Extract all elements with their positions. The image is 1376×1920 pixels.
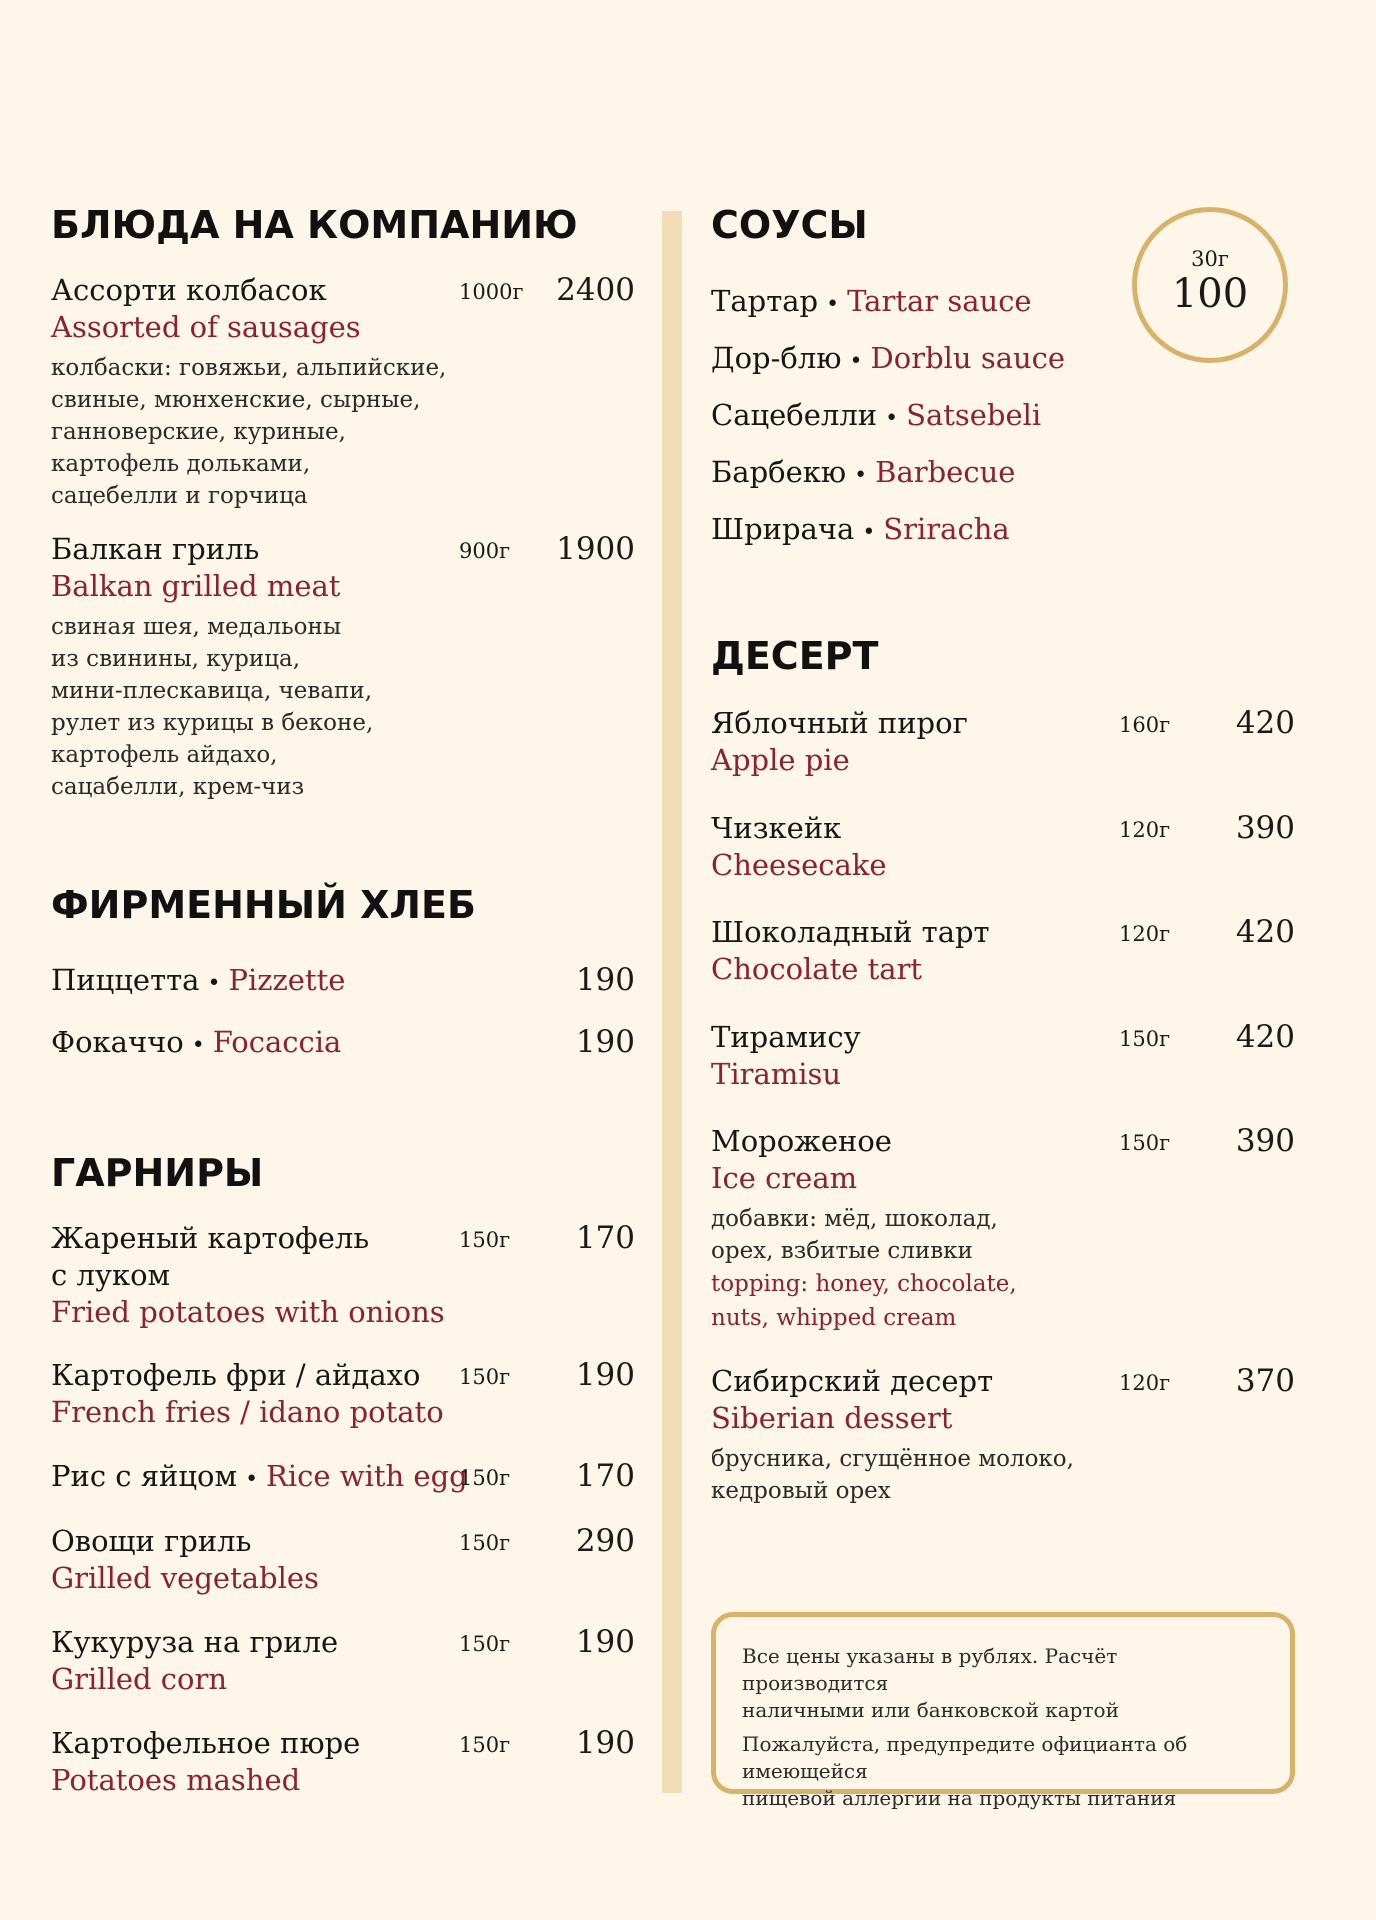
item-description-en	[711, 1267, 1295, 1335]
sauce-item-tartar	[711, 283, 1032, 323]
item-price: 190	[575, 1725, 635, 1761]
item-price: 1900	[556, 531, 635, 567]
item-name-en: Balkan grilled meat	[51, 569, 341, 603]
description-line: topping: honey, chocolate,	[711, 1271, 1017, 1297]
item-description	[711, 1203, 1295, 1267]
menu-item-grilled-corn	[51, 1624, 635, 1698]
item-weight: 150г	[459, 1228, 511, 1252]
separator-dot: •	[885, 406, 899, 431]
item-price: 170	[575, 1458, 635, 1494]
item-name-en: Potatoes mashed	[51, 1763, 301, 1797]
item-name-ru: Шрирача	[711, 512, 855, 546]
item-name-ru: Тирамису	[711, 1020, 861, 1054]
item-name-en: Cheesecake	[711, 848, 887, 882]
sauce-item-sriracha	[711, 511, 1010, 551]
item-name-en: Assorted of sausages	[51, 310, 361, 344]
menu-item-balkan-grill	[51, 531, 635, 803]
item-name-en: Fried potatoes with onions	[51, 1295, 445, 1329]
item-weight: 150г	[459, 1466, 511, 1490]
item-price: 290	[575, 1523, 635, 1559]
item-weight: 120г	[1119, 922, 1171, 946]
item-weight: 160г	[1119, 713, 1171, 737]
section-title-dessert: ДЕСЕРТ	[711, 634, 879, 678]
item-name-ru: Балкан гриль	[51, 532, 260, 566]
description-line: рулет из курицы в беконе,	[51, 710, 374, 736]
item-description	[51, 352, 635, 512]
item-weight: 120г	[1119, 1371, 1171, 1395]
item-name-en: Ice cream	[711, 1161, 858, 1195]
item-name-ru: Шоколадный тарт	[711, 915, 990, 949]
item-weight: 150г	[459, 1733, 511, 1757]
separator-dot: •	[862, 520, 876, 545]
item-name-en: Sriracha	[883, 512, 1010, 546]
item-price: 420	[1235, 705, 1295, 741]
item-name-en: Rice with egg	[266, 1459, 468, 1493]
item-name-en: Apple pie	[711, 743, 850, 777]
notice-line: пищевой аллергии на продукты питания	[742, 1786, 1177, 1810]
menu-item-rice-egg	[51, 1458, 635, 1495]
description-line: колбаски: говяжьи, альпийские,	[51, 355, 447, 381]
item-name-en: Siberian dessert	[711, 1401, 953, 1435]
item-name-ru: Мороженое	[711, 1124, 892, 1158]
badge-weight: 30г	[1191, 247, 1229, 271]
item-price: 190	[575, 1024, 635, 1060]
item-name-en: Pizzette	[228, 963, 346, 997]
description-line: брусника, сгущённое молоко,	[711, 1446, 1074, 1472]
menu-item-cheesecake	[711, 810, 1295, 884]
item-name-ru: Тартар	[711, 284, 819, 318]
item-name-ru: Пиццетта	[51, 963, 200, 997]
menu-item-tiramisu	[711, 1019, 1295, 1093]
item-price: 390	[1235, 1123, 1295, 1159]
menu-item-siberian-dessert	[711, 1363, 1295, 1507]
description-line: картофель дольками,	[51, 451, 311, 477]
separator-dot: •	[245, 1467, 259, 1492]
menu-item-french-fries	[51, 1357, 635, 1431]
item-name-en: Grilled vegetables	[51, 1561, 319, 1595]
description-line: сацебелли и горчица	[51, 483, 308, 509]
sauce-item-dorblu	[711, 340, 1065, 380]
item-name-en: Barbecue	[875, 455, 1016, 489]
sauce-item-barbecue	[711, 454, 1015, 494]
separator-dot: •	[207, 971, 221, 996]
item-name-ru: Барбекю	[711, 455, 847, 489]
menu-item-pizzette	[51, 962, 635, 999]
item-name-ru: Овощи гриль	[51, 1524, 252, 1558]
menu-item-assorted-sausages	[51, 272, 635, 512]
item-name-ru: Кукуруза на гриле	[51, 1625, 339, 1659]
description-line: из свинины, курица,	[51, 646, 301, 672]
notice-line: наличными или банковской картой	[742, 1698, 1119, 1722]
item-description	[51, 611, 635, 803]
item-name-ru: Сибирский десерт	[711, 1364, 994, 1398]
separator-dot: •	[826, 292, 840, 317]
separator-dot: •	[849, 349, 863, 374]
item-name-ru: Дор-блю	[711, 341, 842, 375]
notice-prices	[742, 1643, 1266, 1724]
description-line: ганноверские, куриные,	[51, 419, 346, 445]
description-line: мини-плескавица, чевапи,	[51, 678, 373, 704]
item-name-en: Chocolate tart	[711, 952, 923, 986]
description-line: орех, взбитые сливки	[711, 1238, 973, 1264]
column-divider	[662, 211, 682, 1793]
item-name-ru: Сацебелли	[711, 398, 878, 432]
item-price: 190	[575, 1357, 635, 1393]
description-line: сацабелли, крем-чиз	[51, 774, 305, 800]
section-title-company: БЛЮДА НА КОМПАНИЮ	[51, 203, 578, 247]
item-weight: 1000г	[459, 280, 524, 304]
item-weight: 150г	[1119, 1131, 1171, 1155]
menu-item-ice-cream	[711, 1123, 1295, 1335]
sauce-item-satsebeli	[711, 397, 1041, 437]
menu-item-fried-potatoes	[51, 1220, 635, 1331]
description-line: свиная шея, медальоны	[51, 614, 342, 640]
menu-item-chocolate-tart	[711, 914, 1295, 988]
menu-item-mashed-potatoes	[51, 1725, 635, 1799]
notice-line: Все цены указаны в рублях. Расчёт производится	[742, 1644, 1118, 1695]
notice-allergy	[742, 1731, 1266, 1812]
item-weight: 900г	[459, 539, 511, 563]
item-name-ru: Рис с яйцом	[51, 1459, 238, 1493]
item-name-en: Focaccia	[212, 1025, 342, 1059]
item-description	[711, 1443, 1295, 1507]
item-weight: 150г	[459, 1365, 511, 1389]
item-name-en: Satsebeli	[906, 398, 1042, 432]
separator-dot: •	[854, 463, 868, 488]
info-notice-box	[711, 1612, 1295, 1810]
item-name-ru: Жареный картофель	[51, 1221, 370, 1255]
item-name-ru: Фокаччо	[51, 1025, 184, 1059]
item-name-en: Tartar sauce	[847, 284, 1032, 318]
item-name-en: Grilled corn	[51, 1662, 228, 1696]
item-price: 2400	[556, 272, 635, 308]
item-price: 390	[1235, 810, 1295, 846]
item-weight: 150г	[459, 1531, 511, 1555]
item-name-ru: Картофель фри / айдахо	[51, 1358, 421, 1392]
item-name-ru-line2: с луком	[51, 1258, 171, 1292]
menu-item-apple-pie	[711, 705, 1295, 779]
item-weight: 150г	[459, 1632, 511, 1656]
item-price: 190	[575, 962, 635, 998]
item-name-en: Dorblu sauce	[870, 341, 1066, 375]
section-title-sides: ГАРНИРЫ	[51, 1151, 264, 1195]
badge-price: 100	[1171, 271, 1249, 317]
sauce-price-badge	[1132, 207, 1288, 363]
menu-item-grilled-vegetables	[51, 1523, 635, 1597]
item-price: 190	[575, 1624, 635, 1660]
section-title-sauces: СОУСЫ	[711, 203, 868, 247]
description-line: кедровый орех	[711, 1478, 891, 1504]
section-title-bread: ФИРМЕННЫЙ ХЛЕБ	[51, 883, 476, 927]
item-name-ru: Чизкейк	[711, 811, 842, 845]
item-price: 370	[1235, 1363, 1295, 1399]
menu-item-focaccia	[51, 1024, 635, 1061]
item-name-en: French fries / idano potato	[51, 1395, 444, 1429]
description-line: nuts, whipped cream	[711, 1305, 957, 1331]
item-name-ru: Картофельное пюре	[51, 1726, 361, 1760]
description-line: добавки: мёд, шоколад,	[711, 1206, 998, 1232]
description-line: картофель айдахо,	[51, 742, 278, 768]
item-name-ru: Ассорти колбасок	[51, 273, 327, 307]
description-line: свиные, мюнхенские, сырные,	[51, 387, 421, 413]
item-price: 170	[575, 1220, 635, 1256]
separator-dot: •	[191, 1033, 205, 1058]
item-price: 420	[1235, 914, 1295, 950]
notice-line: Пожалуйста, предупредите официанта об имеющейся	[742, 1732, 1188, 1783]
item-weight: 150г	[1119, 1027, 1171, 1051]
item-name-en: Tiramisu	[711, 1057, 842, 1091]
item-price: 420	[1235, 1019, 1295, 1055]
item-name-ru: Яблочный пирог	[711, 706, 968, 740]
item-weight: 120г	[1119, 818, 1171, 842]
